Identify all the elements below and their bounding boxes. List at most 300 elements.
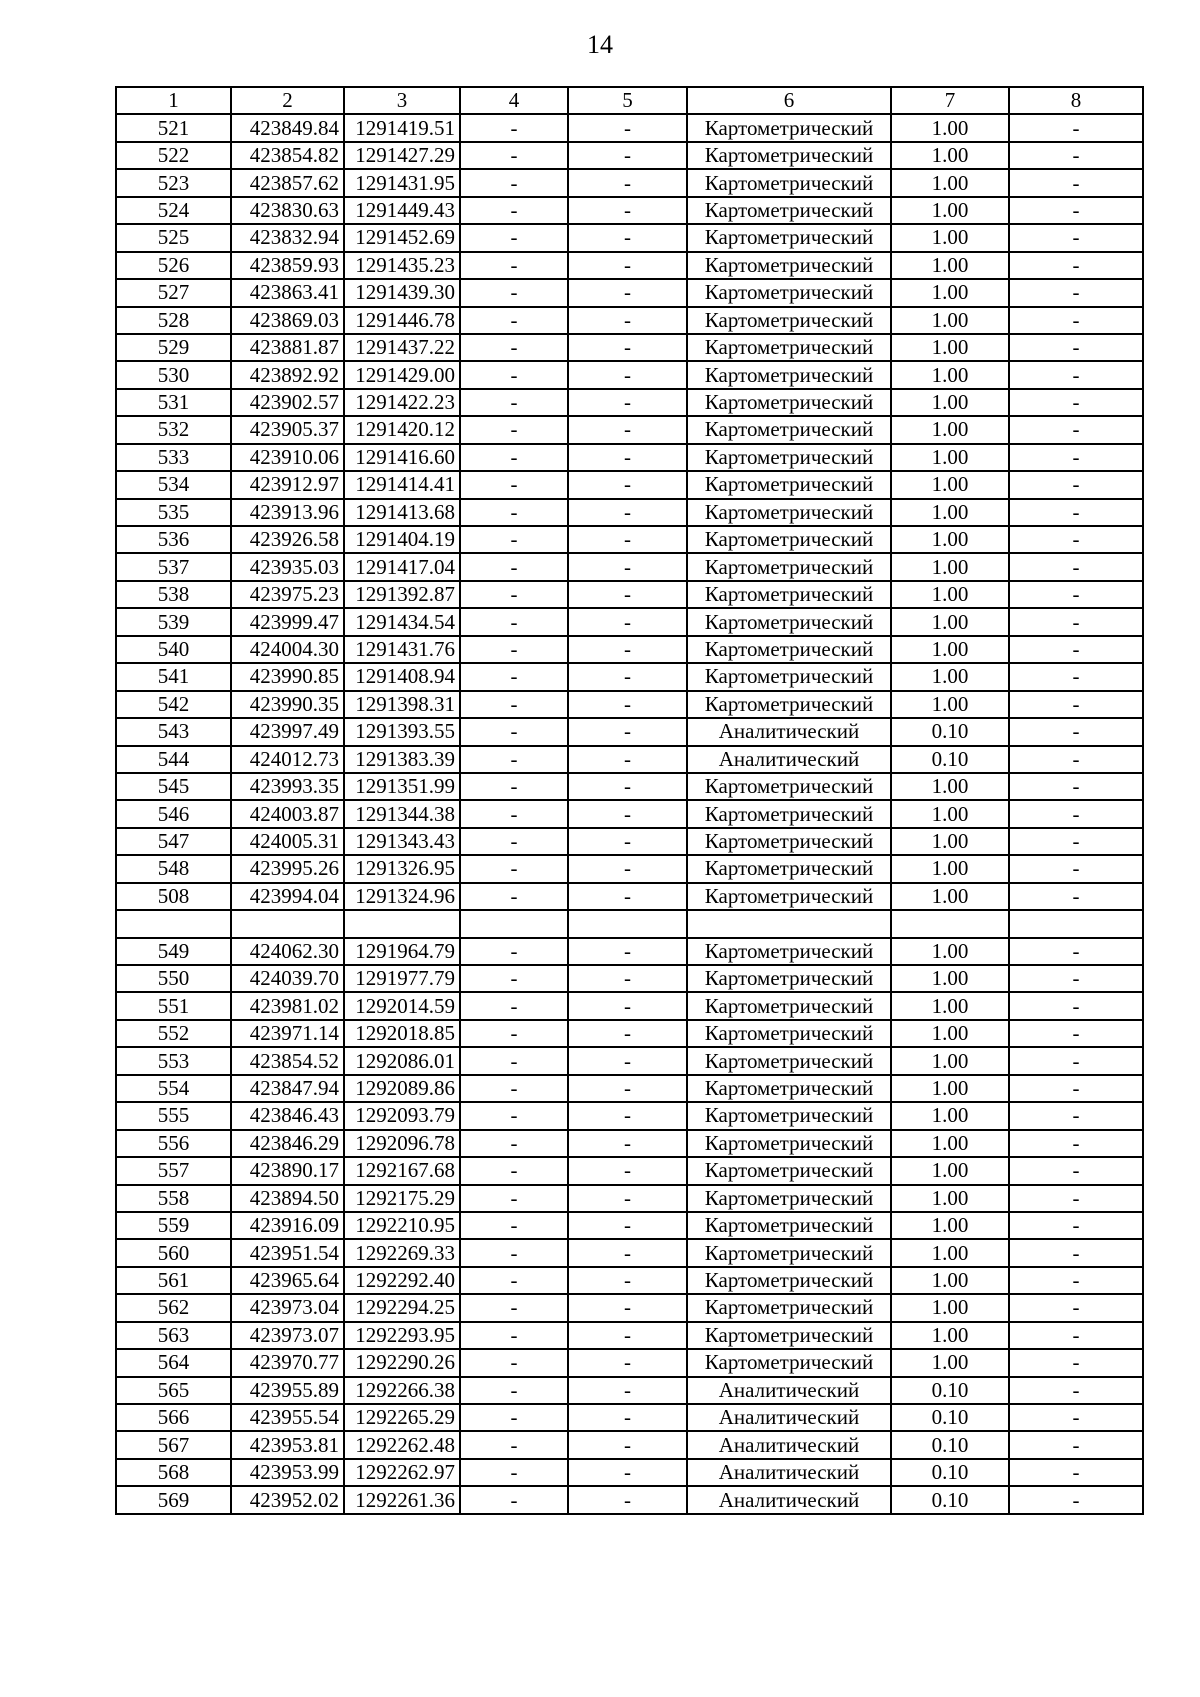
cell-method: Картометрический [687, 1239, 891, 1266]
cell-y-coordinate: 1291383.39 [344, 746, 460, 773]
cell-y-coordinate: 1291435.23 [344, 252, 460, 279]
table-row [116, 389, 1143, 416]
cell-y-coordinate: 1291398.31 [344, 691, 460, 718]
cell-y-coordinate: 1291414.41 [344, 471, 460, 498]
cell-accuracy: 1.00 [891, 334, 1009, 361]
cell-method: Картометрический [687, 1047, 891, 1074]
cell-col-5: - [568, 746, 687, 773]
cell-point-number: 526 [116, 252, 231, 279]
cell-col-5: - [568, 938, 687, 965]
cell-x-coordinate: 423863.41 [231, 279, 344, 306]
cell-col-8: - [1009, 499, 1143, 526]
cell-col-5: - [568, 1102, 687, 1129]
cell-x-coordinate: 423846.29 [231, 1130, 344, 1157]
cell-col-4: - [460, 608, 568, 635]
cell-method: Картометрический [687, 883, 891, 910]
cell-x-coordinate: 423953.81 [231, 1431, 344, 1458]
cell-point-number: 539 [116, 608, 231, 635]
cell-x-coordinate: 423951.54 [231, 1239, 344, 1266]
cell-x-coordinate: 423892.92 [231, 361, 344, 388]
cell-method: Картометрический [687, 197, 891, 224]
cell-point-number: 521 [116, 114, 231, 141]
cell-method: Картометрический [687, 114, 891, 141]
cell-accuracy: 1.00 [891, 389, 1009, 416]
cell-method: Картометрический [687, 581, 891, 608]
cell-point-number: 546 [116, 800, 231, 827]
cell-method: Картометрический [687, 389, 891, 416]
cell-x-coordinate: 423926.58 [231, 526, 344, 553]
cell-col-4: - [460, 855, 568, 882]
table-row [116, 224, 1143, 251]
cell-col-8: - [1009, 855, 1143, 882]
cell-point-number: 533 [116, 444, 231, 471]
table-row [116, 663, 1143, 690]
cell-x-coordinate: 423999.47 [231, 608, 344, 635]
cell-col-8: - [1009, 444, 1143, 471]
cell-col-8: - [1009, 471, 1143, 498]
cell-y-coordinate: 1291434.54 [344, 608, 460, 635]
cell-point-number: 553 [116, 1047, 231, 1074]
cell-accuracy: 1.00 [891, 1047, 1009, 1074]
cell-method: Картометрический [687, 1349, 891, 1376]
cell-point-number: 529 [116, 334, 231, 361]
cell-x-coordinate: 423847.94 [231, 1075, 344, 1102]
cell-accuracy: 1.00 [891, 252, 1009, 279]
cell-x-coordinate: 424062.30 [231, 938, 344, 965]
table-row [116, 992, 1143, 1019]
cell-y-coordinate: 1291964.79 [344, 938, 460, 965]
cell-x-coordinate: 424005.31 [231, 828, 344, 855]
cell-col-8: - [1009, 1431, 1143, 1458]
cell-point-number: 567 [116, 1431, 231, 1458]
table-row [116, 1431, 1143, 1458]
cell-accuracy: 1.00 [891, 1322, 1009, 1349]
cell-x-coordinate: 423955.89 [231, 1377, 344, 1404]
cell-method: Картометрический [687, 691, 891, 718]
cell-accuracy: 1.00 [891, 636, 1009, 663]
cell-accuracy: 1.00 [891, 553, 1009, 580]
cell-x-coordinate: 424004.30 [231, 636, 344, 663]
cell-col-4: - [460, 1075, 568, 1102]
cell-col-8: - [1009, 773, 1143, 800]
table-row [116, 828, 1143, 855]
cell-method: Аналитический [687, 718, 891, 745]
cell-col-5: - [568, 636, 687, 663]
cell-col-4: - [460, 1020, 568, 1047]
cell-accuracy: 1.00 [891, 855, 1009, 882]
cell-col-5: - [568, 581, 687, 608]
cell-point-number: 564 [116, 1349, 231, 1376]
cell-x-coordinate: 423881.87 [231, 334, 344, 361]
cell-col-8: - [1009, 142, 1143, 169]
cell-x-coordinate: 423971.14 [231, 1020, 344, 1047]
cell-method: Картометрический [687, 663, 891, 690]
cell-col-8: - [1009, 416, 1143, 443]
table-row [116, 1185, 1143, 1212]
cell-x-coordinate: 423849.84 [231, 114, 344, 141]
cell-col-8: - [1009, 252, 1143, 279]
cell-accuracy: 1.00 [891, 444, 1009, 471]
table-row [116, 142, 1143, 169]
cell-point-number: 522 [116, 142, 231, 169]
cell-col-5: - [568, 1212, 687, 1239]
cell-x-coordinate: 423913.96 [231, 499, 344, 526]
cell-y-coordinate: 1292290.26 [344, 1349, 460, 1376]
cell-point-number: 534 [116, 471, 231, 498]
cell-method: Картометрический [687, 361, 891, 388]
cell-point-number: 524 [116, 197, 231, 224]
cell-col-4: - [460, 499, 568, 526]
cell-col-4: - [460, 142, 568, 169]
cell-point-number: 543 [116, 718, 231, 745]
cell-point-number: 551 [116, 992, 231, 1019]
cell-col-4: - [460, 1459, 568, 1486]
cell-method: Картометрический [687, 1075, 891, 1102]
cell-col-5: - [568, 691, 687, 718]
cell-method: Картометрический [687, 252, 891, 279]
cell-col-5: - [568, 1267, 687, 1294]
cell-col-4: - [460, 114, 568, 141]
cell-col-4: - [460, 992, 568, 1019]
cell-method: Аналитический [687, 1404, 891, 1431]
cell-accuracy: 1.00 [891, 361, 1009, 388]
cell-y-coordinate: 1291344.38 [344, 800, 460, 827]
cell-col-4: - [460, 1404, 568, 1431]
cell-point-number: 549 [116, 938, 231, 965]
cell-col-8: - [1009, 800, 1143, 827]
cell-x-coordinate: 423970.77 [231, 1349, 344, 1376]
table-row [116, 553, 1143, 580]
cell-col-8: - [1009, 581, 1143, 608]
cell-y-coordinate: 1292266.38 [344, 1377, 460, 1404]
cell-method: Картометрический [687, 636, 891, 663]
cell-col-4: - [460, 663, 568, 690]
cell-y-coordinate: 1292292.40 [344, 1267, 460, 1294]
cell-method: Аналитический [687, 1377, 891, 1404]
cell-y-coordinate: 1291343.43 [344, 828, 460, 855]
header-cell-1: 1 [116, 87, 231, 114]
cell-y-coordinate: 1291422.23 [344, 389, 460, 416]
cell-point-number: 562 [116, 1294, 231, 1321]
cell-col-4: - [460, 1047, 568, 1074]
cell-y-coordinate: 1292086.01 [344, 1047, 460, 1074]
cell-method: Аналитический [687, 1431, 891, 1458]
cell-col-4: - [460, 581, 568, 608]
header-cell-2: 2 [231, 87, 344, 114]
cell-col-4: - [460, 1349, 568, 1376]
cell-col-8: - [1009, 389, 1143, 416]
cell-col-8: - [1009, 1102, 1143, 1129]
cell-point-number: 568 [116, 1459, 231, 1486]
cell-y-coordinate [344, 910, 460, 937]
cell-col-8: - [1009, 1185, 1143, 1212]
cell-point-number: 555 [116, 1102, 231, 1129]
cell-col-8: - [1009, 1349, 1143, 1376]
cell-col-5: - [568, 361, 687, 388]
cell-col-8: - [1009, 1267, 1143, 1294]
cell-col-8: - [1009, 1020, 1143, 1047]
table-row [116, 1294, 1143, 1321]
cell-x-coordinate: 423832.94 [231, 224, 344, 251]
table-row [116, 1404, 1143, 1431]
cell-col-5: - [568, 114, 687, 141]
cell-col-5: - [568, 965, 687, 992]
cell-accuracy: 0.10 [891, 1377, 1009, 1404]
table-row [116, 965, 1143, 992]
cell-col-8: - [1009, 883, 1143, 910]
cell-col-4: - [460, 718, 568, 745]
cell-accuracy: 0.10 [891, 1404, 1009, 1431]
cell-col-8: - [1009, 279, 1143, 306]
cell-col-8: - [1009, 1377, 1143, 1404]
cell-accuracy: 1.00 [891, 1020, 1009, 1047]
cell-col-4: - [460, 965, 568, 992]
cell-col-4: - [460, 169, 568, 196]
cell-col-5: - [568, 1294, 687, 1321]
cell-y-coordinate: 1291393.55 [344, 718, 460, 745]
table-row [116, 1102, 1143, 1129]
cell-col-4: - [460, 526, 568, 553]
cell-point-number: 540 [116, 636, 231, 663]
header-cell-5: 5 [568, 87, 687, 114]
cell-accuracy: 1.00 [891, 114, 1009, 141]
cell-accuracy: 1.00 [891, 608, 1009, 635]
cell-col-5: - [568, 992, 687, 1019]
cell-point-number: 557 [116, 1157, 231, 1184]
cell-point-number: 525 [116, 224, 231, 251]
table-row [116, 416, 1143, 443]
cell-col-5: - [568, 197, 687, 224]
cell-method: Картометрический [687, 1185, 891, 1212]
cell-point-number: 556 [116, 1130, 231, 1157]
cell-col-5 [568, 910, 687, 937]
cell-method: Аналитический [687, 746, 891, 773]
cell-col-8: - [1009, 1459, 1143, 1486]
cell-method: Картометрический [687, 526, 891, 553]
cell-method: Картометрический [687, 1020, 891, 1047]
cell-accuracy: 1.00 [891, 828, 1009, 855]
cell-col-5: - [568, 499, 687, 526]
cell-col-5: - [568, 252, 687, 279]
cell-col-8: - [1009, 526, 1143, 553]
cell-method: Картометрический [687, 965, 891, 992]
table-row [116, 361, 1143, 388]
table-row [116, 636, 1143, 663]
cell-col-5: - [568, 608, 687, 635]
cell-col-8: - [1009, 965, 1143, 992]
cell-x-coordinate: 423857.62 [231, 169, 344, 196]
cell-col-8: - [1009, 691, 1143, 718]
cell-col-4: - [460, 307, 568, 334]
cell-point-number: 537 [116, 553, 231, 580]
cell-x-coordinate: 424012.73 [231, 746, 344, 773]
table-row [116, 1130, 1143, 1157]
table-row [116, 1377, 1143, 1404]
cell-x-coordinate: 423894.50 [231, 1185, 344, 1212]
cell-y-coordinate: 1291351.99 [344, 773, 460, 800]
cell-y-coordinate: 1291420.12 [344, 416, 460, 443]
cell-col-4: - [460, 1267, 568, 1294]
cell-y-coordinate: 1292167.68 [344, 1157, 460, 1184]
cell-point-number: 550 [116, 965, 231, 992]
cell-x-coordinate: 423990.85 [231, 663, 344, 690]
cell-x-coordinate: 423902.57 [231, 389, 344, 416]
cell-accuracy: 1.00 [891, 224, 1009, 251]
cell-point-number: 552 [116, 1020, 231, 1047]
cell-col-5: - [568, 526, 687, 553]
cell-method: Картометрический [687, 1102, 891, 1129]
cell-col-8: - [1009, 224, 1143, 251]
cell-col-5: - [568, 1130, 687, 1157]
header-cell-8: 8 [1009, 87, 1143, 114]
cell-y-coordinate: 1292262.48 [344, 1431, 460, 1458]
cell-method: Картометрический [687, 828, 891, 855]
cell-accuracy: 1.00 [891, 142, 1009, 169]
cell-col-8: - [1009, 1486, 1143, 1513]
cell-accuracy: 1.00 [891, 1102, 1009, 1129]
cell-col-8: - [1009, 361, 1143, 388]
cell-x-coordinate: 423973.07 [231, 1322, 344, 1349]
cell-col-4: - [460, 553, 568, 580]
cell-col-5: - [568, 1322, 687, 1349]
cell-x-coordinate: 423965.64 [231, 1267, 344, 1294]
cell-point-number: 535 [116, 499, 231, 526]
cell-accuracy: 1.00 [891, 416, 1009, 443]
cell-col-5: - [568, 389, 687, 416]
table-row [116, 1349, 1143, 1376]
cell-y-coordinate: 1291392.87 [344, 581, 460, 608]
cell-accuracy: 1.00 [891, 663, 1009, 690]
cell-accuracy: 1.00 [891, 471, 1009, 498]
cell-accuracy: 1.00 [891, 800, 1009, 827]
cell-accuracy: 1.00 [891, 965, 1009, 992]
cell-col-8: - [1009, 169, 1143, 196]
cell-accuracy: 1.00 [891, 1185, 1009, 1212]
cell-x-coordinate: 423905.37 [231, 416, 344, 443]
cell-col-5: - [568, 1020, 687, 1047]
cell-method: Картометрический [687, 1322, 891, 1349]
cell-col-5: - [568, 142, 687, 169]
cell-col-8: - [1009, 938, 1143, 965]
cell-col-8: - [1009, 718, 1143, 745]
cell-accuracy: 1.00 [891, 691, 1009, 718]
cell-y-coordinate: 1292294.25 [344, 1294, 460, 1321]
cell-y-coordinate: 1291452.69 [344, 224, 460, 251]
cell-y-coordinate: 1292014.59 [344, 992, 460, 1019]
cell-col-4: - [460, 828, 568, 855]
cell-point-number: 530 [116, 361, 231, 388]
cell-x-coordinate: 423953.99 [231, 1459, 344, 1486]
coordinates-table [115, 86, 1144, 1515]
cell-col-4: - [460, 361, 568, 388]
header-cell-4: 4 [460, 87, 568, 114]
cell-col-4: - [460, 773, 568, 800]
table-row [116, 471, 1143, 498]
cell-accuracy: 0.10 [891, 1459, 1009, 1486]
cell-col-4: - [460, 1294, 568, 1321]
cell-col-8: - [1009, 636, 1143, 663]
cell-col-4: - [460, 1431, 568, 1458]
header-cell-3: 3 [344, 87, 460, 114]
table-body [116, 87, 1143, 1514]
cell-point-number: 569 [116, 1486, 231, 1513]
cell-y-coordinate: 1291437.22 [344, 334, 460, 361]
table-row [116, 1212, 1143, 1239]
page-number: 14 [587, 30, 613, 59]
cell-accuracy: 1.00 [891, 169, 1009, 196]
cell-accuracy: 1.00 [891, 1212, 1009, 1239]
cell-accuracy: 1.00 [891, 992, 1009, 1019]
cell-y-coordinate: 1292210.95 [344, 1212, 460, 1239]
cell-point-number: 566 [116, 1404, 231, 1431]
cell-x-coordinate: 424003.87 [231, 800, 344, 827]
cell-x-coordinate: 423955.54 [231, 1404, 344, 1431]
cell-accuracy: 1.00 [891, 499, 1009, 526]
cell-x-coordinate: 423952.02 [231, 1486, 344, 1513]
cell-point-number: 545 [116, 773, 231, 800]
cell-col-4: - [460, 389, 568, 416]
cell-col-5: - [568, 883, 687, 910]
cell-col-4: - [460, 444, 568, 471]
cell-method: Картометрический [687, 608, 891, 635]
cell-col-8: - [1009, 1322, 1143, 1349]
cell-x-coordinate: 423854.52 [231, 1047, 344, 1074]
cell-accuracy: 1.00 [891, 1130, 1009, 1157]
table-row [116, 883, 1143, 910]
cell-point-number: 565 [116, 1377, 231, 1404]
table-row [116, 1486, 1143, 1513]
cell-y-coordinate: 1292018.85 [344, 1020, 460, 1047]
cell-y-coordinate: 1292269.33 [344, 1239, 460, 1266]
cell-y-coordinate: 1291417.04 [344, 553, 460, 580]
table-row [116, 499, 1143, 526]
cell-col-4: - [460, 1377, 568, 1404]
cell-accuracy [891, 910, 1009, 937]
cell-y-coordinate: 1292265.29 [344, 1404, 460, 1431]
cell-x-coordinate: 423869.03 [231, 307, 344, 334]
cell-method: Картометрический [687, 499, 891, 526]
table-row [116, 1157, 1143, 1184]
cell-col-5: - [568, 471, 687, 498]
table-row [116, 1239, 1143, 1266]
cell-accuracy: 1.00 [891, 1349, 1009, 1376]
cell-y-coordinate: 1292262.97 [344, 1459, 460, 1486]
cell-col-4 [460, 910, 568, 937]
table-row [116, 608, 1143, 635]
cell-accuracy: 0.10 [891, 746, 1009, 773]
cell-y-coordinate: 1292261.36 [344, 1486, 460, 1513]
table-row [116, 444, 1143, 471]
cell-method: Картометрический [687, 938, 891, 965]
cell-x-coordinate: 423995.26 [231, 855, 344, 882]
cell-col-4: - [460, 800, 568, 827]
cell-col-8: - [1009, 1075, 1143, 1102]
cell-col-4: - [460, 1157, 568, 1184]
cell-method: Картометрический [687, 142, 891, 169]
cell-col-8: - [1009, 663, 1143, 690]
cell-col-4: - [460, 1239, 568, 1266]
cell-accuracy: 1.00 [891, 1075, 1009, 1102]
cell-point-number: 541 [116, 663, 231, 690]
cell-col-4: - [460, 416, 568, 443]
cell-point-number: 560 [116, 1239, 231, 1266]
cell-method: Картометрический [687, 855, 891, 882]
cell-y-coordinate: 1291977.79 [344, 965, 460, 992]
cell-method: Картометрический [687, 307, 891, 334]
cell-y-coordinate: 1291324.96 [344, 883, 460, 910]
cell-col-5: - [568, 1157, 687, 1184]
cell-col-8: - [1009, 746, 1143, 773]
